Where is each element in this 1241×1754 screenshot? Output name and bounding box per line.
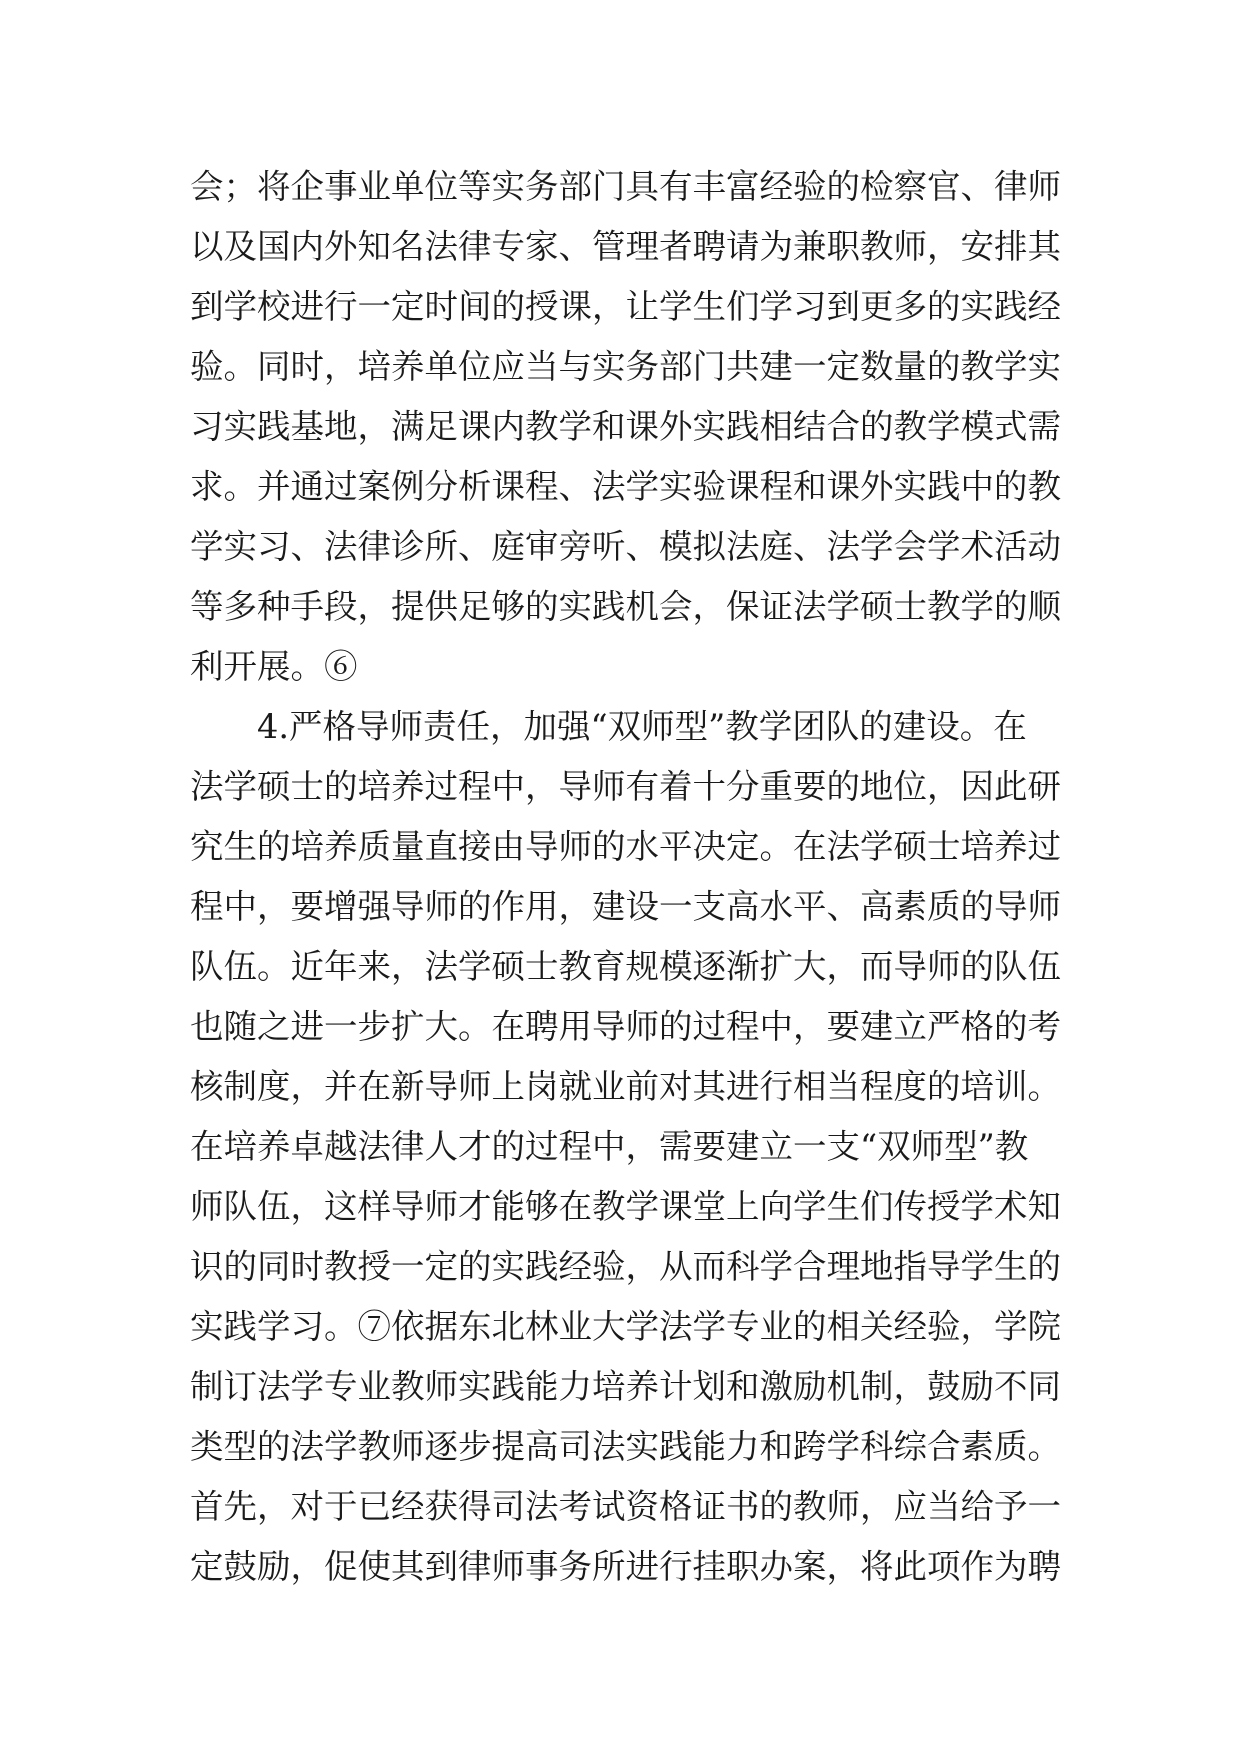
- text-line: 队伍。近年来，法学硕士教育规模逐渐扩大，而导师的队伍: [190, 947, 1061, 986]
- text-line: 习实践基地，满足课内教学和课外实践相结合的教学模式需: [190, 407, 1061, 446]
- text-line: 识的同时教授一定的实践经验，从而科学合理地指导学生的: [190, 1247, 1061, 1286]
- text-line: 实践学习。⑦依据东北林业大学法学专业的相关经验，学院: [190, 1307, 1061, 1346]
- text-line: 等多种手段，提供足够的实践机会，保证法学硕士教学的顺: [190, 587, 1061, 626]
- text-line: 利开展。⑥: [190, 647, 358, 686]
- text-line: 程中，要增强导师的作用，建设一支高水平、高素质的导师: [190, 887, 1061, 926]
- body-text: [190, 157, 1070, 1597]
- text-line: 首先，对于已经获得司法考试资格证书的教师，应当给予一: [190, 1487, 1061, 1526]
- text-line: 以及国内外知名法律专家、管理者聘请为兼职教师，安排其: [190, 227, 1061, 266]
- text-line: 会；将企事业单位等实务部门具有丰富经验的检察官、律师: [190, 167, 1061, 206]
- text-line: 定鼓励，促使其到律师事务所进行挂职办案，将此项作为聘: [190, 1547, 1061, 1586]
- text-line: 学实习、法律诊所、庭审旁听、模拟法庭、法学会学术活动: [190, 527, 1061, 566]
- text-line: 在培养卓越法律人才的过程中，需要建立一支“双师型”教: [190, 1127, 1029, 1166]
- text-line: 到学校进行一定时间的授课，让学生们学习到更多的实践经: [190, 287, 1061, 326]
- text-line: 4.严格导师责任，加强“双师型”教学团队的建设。在: [190, 707, 1027, 746]
- text-line: 也随之进一步扩大。在聘用导师的过程中，要建立严格的考: [190, 1007, 1061, 1046]
- text-line: 制订法学专业教师实践能力培养计划和激励机制，鼓励不同: [190, 1367, 1061, 1406]
- text-line: 求。并通过案例分析课程、法学实验课程和课外实践中的教: [190, 467, 1061, 506]
- text-line: 类型的法学教师逐步提高司法实践能力和跨学科综合素质。: [190, 1427, 1061, 1466]
- text-line: 究生的培养质量直接由导师的水平决定。在法学硕士培养过: [190, 827, 1061, 866]
- text-line: 师队伍，这样导师才能够在教学课堂上向学生们传授学术知: [190, 1187, 1061, 1226]
- text-line: 验。同时，培养单位应当与实务部门共建一定数量的教学实: [190, 347, 1061, 386]
- text-line: 核制度，并在新导师上岗就业前对其进行相当程度的培训。: [190, 1067, 1061, 1106]
- text-line: 法学硕士的培养过程中，导师有着十分重要的地位，因此研: [190, 767, 1061, 806]
